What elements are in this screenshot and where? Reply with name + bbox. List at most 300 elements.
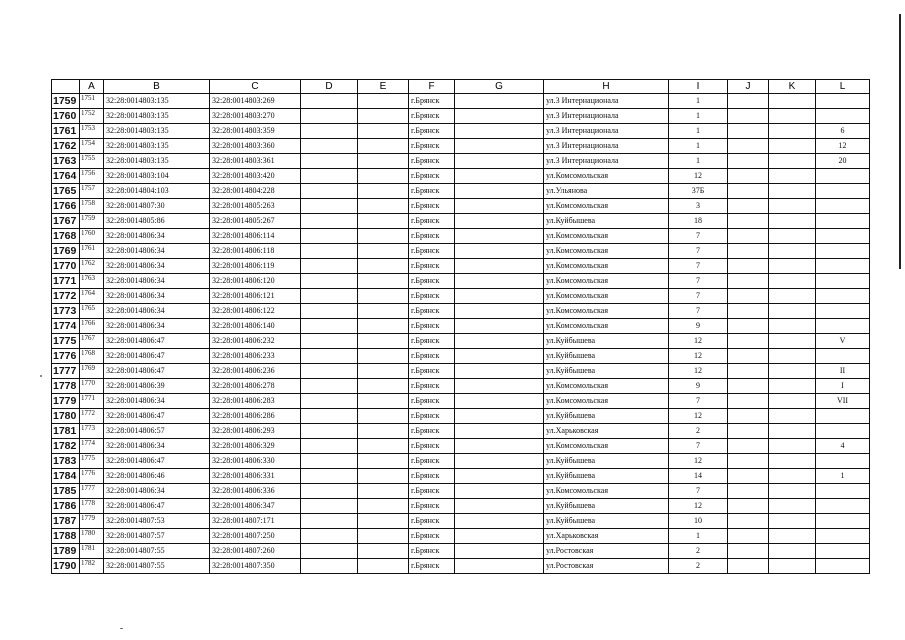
cell-f[interactable]: г.Брянск <box>409 244 455 259</box>
cell-b[interactable]: 32:28:0014803:104 <box>104 169 210 184</box>
row-number[interactable]: 1777 <box>52 364 80 379</box>
cell-k[interactable] <box>769 259 816 274</box>
cell-a[interactable]: 1761 <box>80 244 104 259</box>
cell-a[interactable]: 1753 <box>80 124 104 139</box>
row-number[interactable]: 1774 <box>52 319 80 334</box>
cell-l[interactable] <box>816 184 870 199</box>
cell-l[interactable]: VII <box>816 394 870 409</box>
cell-j[interactable] <box>728 484 769 499</box>
cell-k[interactable] <box>769 274 816 289</box>
cell-h[interactable]: ул.Комсомольская <box>544 439 669 454</box>
row-number[interactable]: 1785 <box>52 484 80 499</box>
cell-l[interactable] <box>816 544 870 559</box>
cell-g[interactable] <box>455 199 544 214</box>
cell-j[interactable] <box>728 499 769 514</box>
row-number[interactable]: 1779 <box>52 394 80 409</box>
cell-f[interactable]: г.Брянск <box>409 139 455 154</box>
cell-b[interactable]: 32:28:0014807:55 <box>104 559 210 574</box>
cell-h[interactable]: ул.Комсомольская <box>544 304 669 319</box>
cell-h[interactable]: ул.Комсомольская <box>544 259 669 274</box>
cell-k[interactable] <box>769 154 816 169</box>
cell-f[interactable]: г.Брянск <box>409 379 455 394</box>
column-header-g[interactable]: G <box>455 80 544 94</box>
cell-i[interactable]: 1 <box>669 529 728 544</box>
cell-f[interactable]: г.Брянск <box>409 94 455 109</box>
cell-h[interactable]: ул.Ростовская <box>544 559 669 574</box>
cell-f[interactable]: г.Брянск <box>409 424 455 439</box>
row-number[interactable]: 1776 <box>52 349 80 364</box>
cell-d[interactable] <box>301 244 358 259</box>
cell-d[interactable] <box>301 139 358 154</box>
cell-b[interactable]: 32:28:0014803:135 <box>104 124 210 139</box>
cell-i[interactable]: 10 <box>669 514 728 529</box>
cell-c[interactable]: 32:28:0014806:232 <box>210 334 301 349</box>
cell-c[interactable]: 32:28:0014806:236 <box>210 364 301 379</box>
cell-e[interactable] <box>358 499 409 514</box>
cell-h[interactable]: ул.Комсомольская <box>544 199 669 214</box>
cell-d[interactable] <box>301 94 358 109</box>
cell-f[interactable]: г.Брянск <box>409 394 455 409</box>
cell-j[interactable] <box>728 469 769 484</box>
cell-i[interactable]: 7 <box>669 229 728 244</box>
cell-k[interactable] <box>769 199 816 214</box>
cell-c[interactable]: 32:28:0014806:121 <box>210 289 301 304</box>
cell-d[interactable] <box>301 319 358 334</box>
cell-l[interactable] <box>816 169 870 184</box>
cell-c[interactable]: 32:28:0014806:122 <box>210 304 301 319</box>
cell-j[interactable] <box>728 259 769 274</box>
cell-a[interactable]: 1766 <box>80 319 104 334</box>
cell-g[interactable] <box>455 244 544 259</box>
cell-e[interactable] <box>358 544 409 559</box>
cell-h[interactable]: ул.Куйбышева <box>544 499 669 514</box>
cell-c[interactable]: 32:28:0014806:283 <box>210 394 301 409</box>
cell-f[interactable]: г.Брянск <box>409 229 455 244</box>
cell-g[interactable] <box>455 229 544 244</box>
cell-d[interactable] <box>301 454 358 469</box>
cell-i[interactable]: 2 <box>669 559 728 574</box>
cell-i[interactable]: 14 <box>669 469 728 484</box>
cell-a[interactable]: 1759 <box>80 214 104 229</box>
cell-f[interactable]: г.Брянск <box>409 484 455 499</box>
cell-c[interactable]: 32:28:0014806:118 <box>210 244 301 259</box>
cell-j[interactable] <box>728 529 769 544</box>
cell-d[interactable] <box>301 169 358 184</box>
corner-header[interactable] <box>52 80 80 94</box>
cell-b[interactable]: 32:28:0014805:86 <box>104 214 210 229</box>
cell-c[interactable]: 32:28:0014806:347 <box>210 499 301 514</box>
cell-e[interactable] <box>358 409 409 424</box>
cell-c[interactable]: 32:28:0014803:359 <box>210 124 301 139</box>
cell-c[interactable]: 32:28:0014803:361 <box>210 154 301 169</box>
cell-c[interactable]: 32:28:0014803:270 <box>210 109 301 124</box>
cell-g[interactable] <box>455 184 544 199</box>
cell-a[interactable]: 1773 <box>80 424 104 439</box>
cell-e[interactable] <box>358 514 409 529</box>
row-number[interactable]: 1770 <box>52 259 80 274</box>
cell-i[interactable]: 7 <box>669 274 728 289</box>
cell-e[interactable] <box>358 244 409 259</box>
cell-a[interactable]: 1780 <box>80 529 104 544</box>
cell-j[interactable] <box>728 139 769 154</box>
cell-k[interactable] <box>769 364 816 379</box>
cell-h[interactable]: ул.Харьковская <box>544 424 669 439</box>
cell-l[interactable] <box>816 244 870 259</box>
cell-j[interactable] <box>728 349 769 364</box>
cell-a[interactable]: 1760 <box>80 229 104 244</box>
cell-i[interactable]: 7 <box>669 259 728 274</box>
cell-a[interactable]: 1756 <box>80 169 104 184</box>
cell-d[interactable] <box>301 364 358 379</box>
cell-i[interactable]: 2 <box>669 544 728 559</box>
cell-j[interactable] <box>728 199 769 214</box>
cell-c[interactable]: 32:28:0014807:171 <box>210 514 301 529</box>
cell-a[interactable]: 1763 <box>80 274 104 289</box>
cell-a[interactable]: 1781 <box>80 544 104 559</box>
cell-k[interactable] <box>769 139 816 154</box>
column-header-b[interactable]: B <box>104 80 210 94</box>
cell-f[interactable]: г.Брянск <box>409 169 455 184</box>
cell-d[interactable] <box>301 424 358 439</box>
cell-j[interactable] <box>728 409 769 424</box>
cell-l[interactable] <box>816 289 870 304</box>
cell-h[interactable]: ул.Куйбышева <box>544 454 669 469</box>
cell-e[interactable] <box>358 109 409 124</box>
cell-j[interactable] <box>728 379 769 394</box>
cell-g[interactable] <box>455 334 544 349</box>
cell-l[interactable]: 6 <box>816 124 870 139</box>
cell-c[interactable]: 32:28:0014803:420 <box>210 169 301 184</box>
cell-l[interactable] <box>816 349 870 364</box>
cell-i[interactable]: 1 <box>669 109 728 124</box>
cell-f[interactable]: г.Брянск <box>409 109 455 124</box>
cell-b[interactable]: 32:28:0014806:34 <box>104 289 210 304</box>
cell-e[interactable] <box>358 199 409 214</box>
cell-g[interactable] <box>455 379 544 394</box>
cell-b[interactable]: 32:28:0014806:46 <box>104 469 210 484</box>
cell-l[interactable]: 4 <box>816 439 870 454</box>
cell-k[interactable] <box>769 94 816 109</box>
cell-h[interactable]: ул.3 Интернационала <box>544 94 669 109</box>
cell-l[interactable] <box>816 274 870 289</box>
cell-h[interactable]: ул.Куйбышева <box>544 514 669 529</box>
cell-f[interactable]: г.Брянск <box>409 184 455 199</box>
cell-i[interactable]: 12 <box>669 454 728 469</box>
cell-f[interactable]: г.Брянск <box>409 124 455 139</box>
cell-i[interactable]: 7 <box>669 304 728 319</box>
cell-g[interactable] <box>455 124 544 139</box>
cell-e[interactable] <box>358 94 409 109</box>
cell-e[interactable] <box>358 289 409 304</box>
cell-j[interactable] <box>728 559 769 574</box>
row-number[interactable]: 1775 <box>52 334 80 349</box>
cell-h[interactable]: ул.Куйбышева <box>544 349 669 364</box>
cell-e[interactable] <box>358 274 409 289</box>
cell-d[interactable] <box>301 529 358 544</box>
cell-a[interactable]: 1770 <box>80 379 104 394</box>
cell-b[interactable]: 32:28:0014806:47 <box>104 454 210 469</box>
cell-h[interactable]: ул.Куйбышева <box>544 409 669 424</box>
cell-c[interactable]: 32:28:0014806:329 <box>210 439 301 454</box>
cell-d[interactable] <box>301 484 358 499</box>
row-number[interactable]: 1768 <box>52 229 80 244</box>
cell-j[interactable] <box>728 124 769 139</box>
cell-e[interactable] <box>358 349 409 364</box>
cell-k[interactable] <box>769 499 816 514</box>
cell-b[interactable]: 32:28:0014803:135 <box>104 139 210 154</box>
cell-d[interactable] <box>301 469 358 484</box>
cell-g[interactable] <box>455 394 544 409</box>
cell-j[interactable] <box>728 109 769 124</box>
cell-k[interactable] <box>769 514 816 529</box>
cell-f[interactable]: г.Брянск <box>409 409 455 424</box>
cell-l[interactable]: 20 <box>816 154 870 169</box>
cell-g[interactable] <box>455 304 544 319</box>
cell-h[interactable]: ул.3 Интернационала <box>544 109 669 124</box>
column-header-l[interactable]: L <box>816 80 870 94</box>
cell-f[interactable]: г.Брянск <box>409 334 455 349</box>
cell-g[interactable] <box>455 499 544 514</box>
cell-j[interactable] <box>728 304 769 319</box>
cell-e[interactable] <box>358 154 409 169</box>
cell-i[interactable]: 3 <box>669 199 728 214</box>
cell-d[interactable] <box>301 559 358 574</box>
cell-f[interactable]: г.Брянск <box>409 304 455 319</box>
cell-e[interactable] <box>358 379 409 394</box>
cell-c[interactable]: 32:28:0014806:331 <box>210 469 301 484</box>
column-header-j[interactable]: J <box>728 80 769 94</box>
cell-k[interactable] <box>769 229 816 244</box>
cell-d[interactable] <box>301 349 358 364</box>
cell-e[interactable] <box>358 259 409 274</box>
cell-c[interactable]: 32:28:0014806:286 <box>210 409 301 424</box>
cell-d[interactable] <box>301 109 358 124</box>
cell-g[interactable] <box>455 454 544 469</box>
cell-g[interactable] <box>455 514 544 529</box>
cell-e[interactable] <box>358 229 409 244</box>
cell-a[interactable]: 1757 <box>80 184 104 199</box>
cell-k[interactable] <box>769 544 816 559</box>
cell-i[interactable]: 12 <box>669 409 728 424</box>
cell-e[interactable] <box>358 319 409 334</box>
cell-l[interactable]: II <box>816 364 870 379</box>
cell-l[interactable] <box>816 529 870 544</box>
cell-h[interactable]: ул.3 Интернационала <box>544 154 669 169</box>
cell-b[interactable]: 32:28:0014806:47 <box>104 349 210 364</box>
row-number[interactable]: 1765 <box>52 184 80 199</box>
cell-h[interactable]: ул.Куйбышева <box>544 469 669 484</box>
cell-g[interactable] <box>455 289 544 304</box>
cell-j[interactable] <box>728 544 769 559</box>
cell-g[interactable] <box>455 484 544 499</box>
cell-k[interactable] <box>769 469 816 484</box>
cell-i[interactable]: 1 <box>669 139 728 154</box>
cell-c[interactable]: 32:28:0014806:119 <box>210 259 301 274</box>
cell-e[interactable] <box>358 484 409 499</box>
cell-j[interactable] <box>728 229 769 244</box>
row-number[interactable]: 1789 <box>52 544 80 559</box>
cell-l[interactable] <box>816 409 870 424</box>
cell-f[interactable]: г.Брянск <box>409 559 455 574</box>
cell-f[interactable]: г.Брянск <box>409 544 455 559</box>
cell-i[interactable]: 12 <box>669 364 728 379</box>
cell-k[interactable] <box>769 169 816 184</box>
cell-j[interactable] <box>728 244 769 259</box>
cell-l[interactable] <box>816 94 870 109</box>
cell-l[interactable]: V <box>816 334 870 349</box>
cell-g[interactable] <box>455 139 544 154</box>
cell-i[interactable]: 18 <box>669 214 728 229</box>
cell-g[interactable] <box>455 154 544 169</box>
cell-d[interactable] <box>301 304 358 319</box>
cell-k[interactable] <box>769 304 816 319</box>
cell-k[interactable] <box>769 244 816 259</box>
cell-k[interactable] <box>769 124 816 139</box>
row-number[interactable]: 1790 <box>52 559 80 574</box>
cell-l[interactable] <box>816 424 870 439</box>
cell-a[interactable]: 1775 <box>80 454 104 469</box>
cell-g[interactable] <box>455 559 544 574</box>
cell-f[interactable]: г.Брянск <box>409 154 455 169</box>
cell-c[interactable]: 32:28:0014806:114 <box>210 229 301 244</box>
cell-l[interactable] <box>816 559 870 574</box>
row-number[interactable]: 1761 <box>52 124 80 139</box>
cell-i[interactable]: 12 <box>669 334 728 349</box>
cell-c[interactable]: 32:28:0014806:233 <box>210 349 301 364</box>
column-header-d[interactable]: D <box>301 80 358 94</box>
cell-k[interactable] <box>769 394 816 409</box>
cell-g[interactable] <box>455 544 544 559</box>
cell-j[interactable] <box>728 214 769 229</box>
row-number[interactable]: 1784 <box>52 469 80 484</box>
cell-b[interactable]: 32:28:0014806:34 <box>104 484 210 499</box>
cell-e[interactable] <box>358 124 409 139</box>
cell-b[interactable]: 32:28:0014806:34 <box>104 439 210 454</box>
cell-k[interactable] <box>769 409 816 424</box>
cell-l[interactable] <box>816 454 870 469</box>
row-number[interactable]: 1787 <box>52 514 80 529</box>
cell-d[interactable] <box>301 394 358 409</box>
cell-d[interactable] <box>301 259 358 274</box>
cell-l[interactable] <box>816 199 870 214</box>
cell-i[interactable]: 7 <box>669 289 728 304</box>
cell-l[interactable] <box>816 109 870 124</box>
cell-d[interactable] <box>301 229 358 244</box>
cell-c[interactable]: 32:28:0014803:360 <box>210 139 301 154</box>
cell-b[interactable]: 32:28:0014806:34 <box>104 274 210 289</box>
cell-h[interactable]: ул.3 Интернационала <box>544 139 669 154</box>
cell-c[interactable]: 32:28:0014807:350 <box>210 559 301 574</box>
cell-e[interactable] <box>358 454 409 469</box>
column-header-a[interactable]: A <box>80 80 104 94</box>
cell-f[interactable]: г.Брянск <box>409 469 455 484</box>
cell-f[interactable]: г.Брянск <box>409 349 455 364</box>
cell-l[interactable] <box>816 304 870 319</box>
cell-h[interactable]: ул.Ростовская <box>544 544 669 559</box>
cell-f[interactable]: г.Брянск <box>409 274 455 289</box>
row-number[interactable]: 1767 <box>52 214 80 229</box>
cell-k[interactable] <box>769 424 816 439</box>
row-number[interactable]: 1764 <box>52 169 80 184</box>
cell-i[interactable]: 7 <box>669 244 728 259</box>
cell-j[interactable] <box>728 454 769 469</box>
cell-c[interactable]: 32:28:0014806:278 <box>210 379 301 394</box>
cell-d[interactable] <box>301 154 358 169</box>
cell-d[interactable] <box>301 514 358 529</box>
cell-d[interactable] <box>301 199 358 214</box>
cell-d[interactable] <box>301 409 358 424</box>
row-number[interactable]: 1782 <box>52 439 80 454</box>
cell-f[interactable]: г.Брянск <box>409 514 455 529</box>
cell-e[interactable] <box>358 169 409 184</box>
cell-a[interactable]: 1765 <box>80 304 104 319</box>
row-number[interactable]: 1788 <box>52 529 80 544</box>
cell-c[interactable]: 32:28:0014803:269 <box>210 94 301 109</box>
cell-e[interactable] <box>358 334 409 349</box>
cell-i[interactable]: 37Б <box>669 184 728 199</box>
cell-d[interactable] <box>301 499 358 514</box>
cell-h[interactable]: ул.Куйбышева <box>544 334 669 349</box>
cell-f[interactable]: г.Брянск <box>409 364 455 379</box>
cell-e[interactable] <box>358 139 409 154</box>
cell-i[interactable]: 12 <box>669 169 728 184</box>
cell-c[interactable]: 32:28:0014805:263 <box>210 199 301 214</box>
cell-c[interactable]: 32:28:0014807:250 <box>210 529 301 544</box>
cell-f[interactable]: г.Брянск <box>409 289 455 304</box>
cell-k[interactable] <box>769 349 816 364</box>
cell-a[interactable]: 1755 <box>80 154 104 169</box>
cell-k[interactable] <box>769 319 816 334</box>
cell-e[interactable] <box>358 559 409 574</box>
cell-b[interactable]: 32:28:0014806:34 <box>104 319 210 334</box>
cell-j[interactable] <box>728 334 769 349</box>
cell-g[interactable] <box>455 319 544 334</box>
cell-b[interactable]: 32:28:0014806:47 <box>104 334 210 349</box>
cell-j[interactable] <box>728 319 769 334</box>
cell-f[interactable]: г.Брянск <box>409 529 455 544</box>
column-header-k[interactable]: K <box>769 80 816 94</box>
cell-j[interactable] <box>728 394 769 409</box>
cell-g[interactable] <box>455 439 544 454</box>
cell-e[interactable] <box>358 184 409 199</box>
cell-d[interactable] <box>301 124 358 139</box>
cell-l[interactable] <box>816 484 870 499</box>
cell-g[interactable] <box>455 424 544 439</box>
cell-a[interactable]: 1778 <box>80 499 104 514</box>
row-number[interactable]: 1771 <box>52 274 80 289</box>
row-number[interactable]: 1769 <box>52 244 80 259</box>
cell-a[interactable]: 1779 <box>80 514 104 529</box>
cell-c[interactable]: 32:28:0014806:120 <box>210 274 301 289</box>
cell-a[interactable]: 1768 <box>80 349 104 364</box>
cell-c[interactable]: 32:28:0014804:228 <box>210 184 301 199</box>
cell-h[interactable]: ул.Комсомольская <box>544 244 669 259</box>
cell-h[interactable]: ул.Харьковская <box>544 529 669 544</box>
cell-h[interactable]: ул.Комсомольская <box>544 319 669 334</box>
row-number[interactable]: 1778 <box>52 379 80 394</box>
cell-l[interactable]: 12 <box>816 139 870 154</box>
column-header-f[interactable]: F <box>409 80 455 94</box>
cell-k[interactable] <box>769 484 816 499</box>
cell-g[interactable] <box>455 529 544 544</box>
cell-j[interactable] <box>728 289 769 304</box>
cell-c[interactable]: 32:28:0014806:336 <box>210 484 301 499</box>
cell-l[interactable] <box>816 319 870 334</box>
cell-b[interactable]: 32:28:0014806:34 <box>104 229 210 244</box>
cell-j[interactable] <box>728 514 769 529</box>
cell-k[interactable] <box>769 379 816 394</box>
cell-i[interactable]: 9 <box>669 319 728 334</box>
